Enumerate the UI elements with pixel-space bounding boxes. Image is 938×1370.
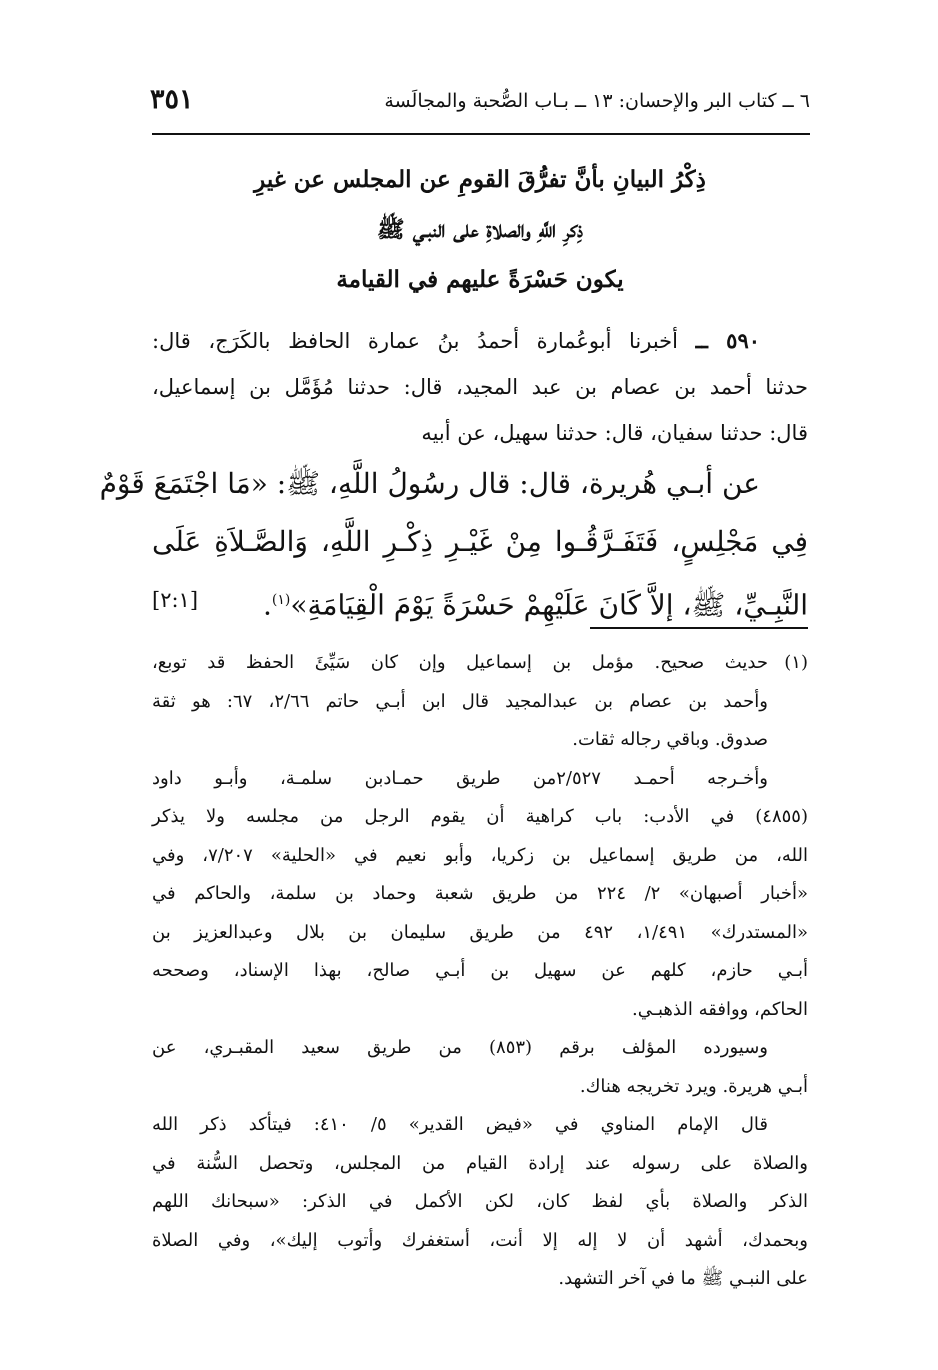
header-divider: [152, 133, 810, 135]
matn-text: النَّبِـيِّ، ﷺ، إلاَّ كَانَ عَلَيْهِمْ حَسْرَةً يَوْمَ الْقِيَامَةِ»: [290, 588, 808, 622]
matn-line-last: [152, 571, 808, 634]
footnotes: [152, 644, 808, 1299]
footnote-line: «أخبار أصبهان» ٢/ ٢٢٤ من طريق شعبة وحماد بن سلمة، والحاكم في: [152, 883, 808, 904]
footnote-line: الذكر والصلاة بأي لفظ كان، لكن الأكمل في الذكر: «سبحانك اللهم: [152, 1191, 808, 1212]
footnote-line: على النبـي ﷺ ما في آخر التشهد.: [558, 1268, 808, 1289]
footnote-paragraph: [152, 1106, 808, 1299]
isnad-text: أخبرنا أبوعُمارة أحمدُ بنُ عمارة الحافظ بالكَرَج، قال:: [152, 329, 679, 353]
footnote-line: وسيورده المؤلف برقم (٨٥٣) من طريق سعيد المقبـري، عن: [152, 1037, 768, 1058]
footnote-ref: (١): [271, 592, 291, 608]
footnote-line: أبـي حازم، كلهم عن سهيل بن أبـي صالح، بهذا الإسناد، وصححه: [152, 960, 808, 981]
hadith-number: ٥٩٠ ــ: [695, 328, 761, 353]
running-head: ٦ ــ كتاب البر والإحسان: ١٣ ــ بـاب الصُّحبة والمجالَسة: [384, 90, 810, 112]
footnote-line: الله، من طريق إسماعيل بن زكريا، وأبو نعيم في «الحلية» ٧/٢٠٧، وفي: [152, 844, 808, 866]
matn-line: عن أبـي هُريرة، قال: قال رسُولُ اللَّهِ، ﷺ: «مَا اجْتَمَعَ قَوْمٌ: [99, 467, 760, 500]
page-header: [150, 82, 810, 122]
footnote-line: صدوق. وباقي رجاله ثقات.: [572, 729, 768, 750]
title-line: ذِكرِ اللَّهِ والصلاةِ على النبـي ﷺ: [376, 216, 584, 243]
footnote-line: وأحمد بن عصام بن عبدالمجيد قال ابن أبـي حاتم ٢/٦٦، ٦٧: هو ثقة: [152, 690, 768, 712]
footnote-paragraph: [152, 760, 808, 1030]
title-line: ذِكْرُ البيانِ بأنَّ تفرُّقَ القومِ عن المجلس عن غيرِ: [254, 166, 706, 193]
isnad-line: [152, 318, 808, 364]
hadith-isnad: [152, 318, 808, 456]
hadith-reference: [٢:١]: [152, 588, 199, 612]
footnote-line: (٤٨٥٥) في الأدب: باب كراهية أن يقوم الرجل من مجلسه ولا يذكر: [152, 806, 808, 827]
footnote-line: «المستدرك» ١/٤٩١، ٤٩٢ من طريق سليمان بن بلال وعبدالعزيز بن: [152, 921, 808, 943]
footnote-line: والصلاة على رسوله عند إرادة القيام من المجلس، وتحصل السُّنة في: [152, 1152, 808, 1174]
footnote-line: أبـي هريرة. ويرد تخريجه هناك.: [579, 1075, 808, 1097]
footnote-marker: (١): [784, 652, 808, 673]
isnad-line: قال: حدثنا سفيان، قال: حدثنا سهيل، عن أبيه: [421, 421, 808, 445]
footnote-line: حديث صحيح. مؤمل بن إسماعيل وإن كان سَيِّئَ الحفظ قد توبع،: [152, 652, 768, 673]
isnad-line: حدثنا أحمد بن عصام بن عبد المجيد، قال: حدثنا مُؤَمَّل بن إسماعيل،: [152, 375, 808, 399]
footnote-paragraph: [152, 644, 808, 760]
hadith-matn: [99, 455, 808, 634]
footnote-paragraph: [152, 1029, 808, 1106]
footnote-line: وأخـرجه أحمـد ٢/٥٢٧من طريق حمـادبن سلمـة، وأبـو داود: [152, 767, 768, 789]
footnote-line: الحاكم، ووافقه الذهبـي.: [632, 998, 808, 1020]
matn-line: فِي مَجْلِسٍ، فَتَفَـرَّقُـوا مِنْ غَيْـرِ ذِكْـرِ اللَّهِ، وَالصَّـلاَةِ عَلَى: [152, 525, 808, 558]
section-title: [150, 155, 810, 305]
matn-end: .: [262, 588, 272, 622]
page-number: ٣٥١: [150, 84, 194, 115]
footnote-line: قال الإمام المناوي في «فيض القدير» ٥/ ٤١٠: فيتأكد ذكر الله: [152, 1114, 768, 1135]
title-line: يكون حَسْرَةً عليهم في القيامة: [336, 266, 624, 293]
footnote-divider: [590, 627, 808, 629]
footnote-line: وبحمدك، أشهد أن لا إله إلا أنت، أستغفرك وأتوب إليك»، وفي الصلاة: [152, 1229, 808, 1251]
